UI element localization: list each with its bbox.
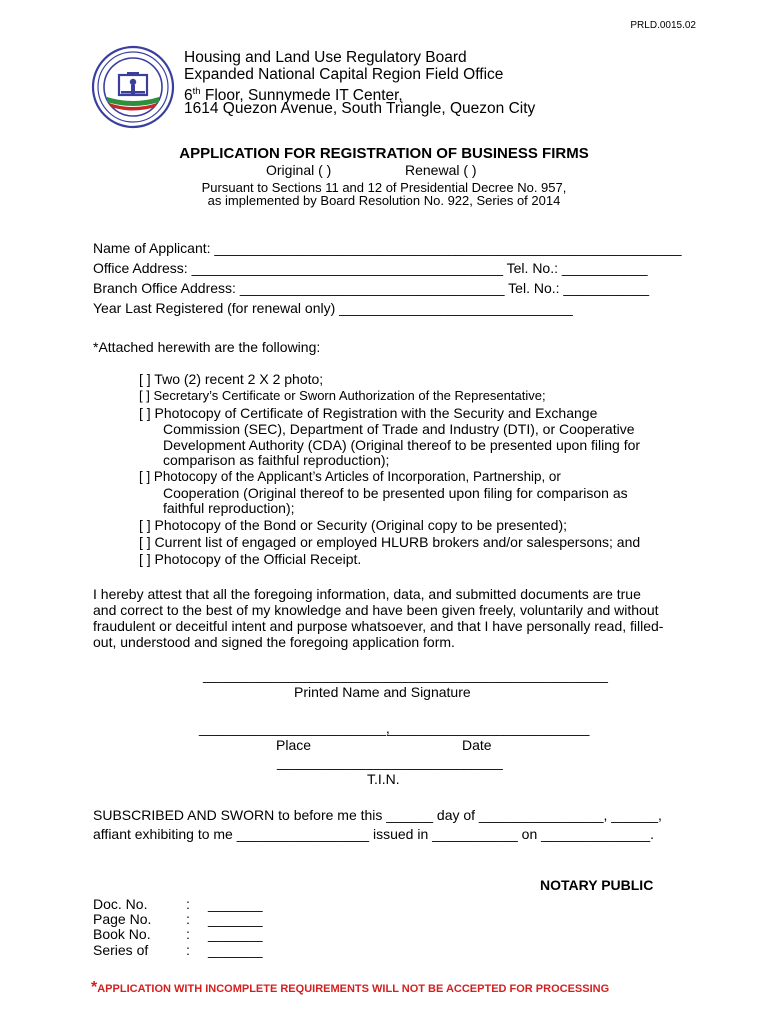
register-colon: : — [186, 926, 190, 942]
applicant-name-field: Name of Applicant: ____________________________________________________________ — [93, 240, 682, 256]
legal-basis-line-2: as implemented by Board Resolution No. 922, Series of 2014 — [207, 193, 561, 208]
field-office-name: Expanded National Capital Region Field Office — [184, 66, 504, 83]
year-registered-field: Year Last Registered (for renewal only) ______________________________ — [93, 300, 573, 316]
book-no-blank: _______ — [208, 926, 263, 942]
checklist-item: [ ] Photocopy of the Applicant’s Articles of Incorporation, Partnership, or — [139, 469, 561, 484]
page-no-label: Page No. — [93, 911, 152, 927]
checklist-item-continued: Commission (SEC), Department of Trade and Industry (DTI), or Cooperative — [163, 421, 635, 437]
attestation-line: out, understood and signed the foregoing application form. — [93, 634, 455, 650]
date-line: __________________________ — [387, 720, 590, 736]
checklist-item-continued: faithful reproduction); — [163, 500, 295, 516]
checklist-item: [ ] Current list of engaged or employed HLURB brokers and/or salespersons; and — [139, 534, 641, 550]
incomplete-requirements-notice — [91, 979, 609, 997]
attestation-line: and correct to the best of my knowledge and have been given freely, voluntarily and without — [93, 602, 659, 618]
attestation-line: I hereby attest that all the foregoing information, data, and submitted documents are true — [93, 586, 641, 602]
legal-basis-line-1: Pursuant to Sections 11 and 12 of Presidential Decree No. 957, — [201, 180, 567, 195]
checklist-item-continued: Cooperation (Original thereof to be presented upon filing for comparison as — [163, 485, 628, 501]
doc-no-blank: _______ — [208, 896, 263, 912]
agency-name: Housing and Land Use Regulatory Board — [184, 49, 467, 66]
checklist-item: [ ] Photocopy of the Bond or Security (Original copy to be presented); — [139, 517, 568, 533]
notary-public-label: NOTARY PUBLIC — [540, 877, 654, 893]
signature-line: ____________________________________________________ — [203, 667, 608, 683]
office-address-field: Office Address: ________________________________________ Tel. No.: ___________ — [93, 260, 648, 276]
sworn-statement-line: affiant exhibiting to me _________________ issued in ___________ on ______________. — [93, 826, 655, 842]
doc-no-label: Doc. No. — [93, 896, 148, 912]
attestation-line: fraudulent or deceitful intent and purpose whatsoever, and that I have personally read, filled- — [93, 618, 664, 634]
checklist-item: [ ] Secretary’s Certificate or Sworn Authorization of the Representative; — [139, 388, 546, 403]
register-colon: : — [186, 942, 190, 958]
register-colon: : — [186, 896, 190, 912]
form-code: PRLD.0015.02 — [630, 20, 696, 31]
footer-text: APPLICATION WITH INCOMPLETE REQUIREMENTS WILL NOT BE ACCEPTED FOR PROCESSING — [97, 983, 610, 995]
place-line: ________________________, — [199, 720, 390, 736]
form-title: APPLICATION FOR REGISTRATION OF BUSINESS FIRMS — [179, 145, 589, 162]
checklist-item-continued: comparison as faithful reproduction); — [163, 452, 390, 468]
date-label: Date — [462, 737, 492, 753]
tin-line: _____________________________ — [277, 754, 503, 770]
checklist-item: [ ] Photocopy of Certificate of Registration with the Security and Exchange — [139, 405, 598, 421]
office-street: 1614 Quezon Avenue, South Triangle, Quezon City — [184, 100, 536, 117]
signature-label: Printed Name and Signature — [294, 684, 471, 700]
office-floor: 6th Floor, Sunnymede IT Center, — [184, 86, 403, 104]
register-colon: : — [186, 911, 190, 927]
branch-address-field: Branch Office Address: __________________________________ Tel. No.: ___________ — [93, 280, 650, 296]
original-option: Original ( ) — [266, 162, 332, 178]
checklist-item: [ ] Two (2) recent 2 X 2 photo; — [139, 371, 324, 387]
hlurb-seal-icon — [91, 45, 175, 129]
place-label: Place — [276, 737, 312, 753]
page-no-blank: _______ — [208, 911, 263, 927]
renewal-option: Renewal ( ) — [405, 162, 477, 178]
checklist-item: [ ] Photocopy of the Official Receipt. — [139, 551, 362, 567]
footer-asterisk: * — [91, 979, 98, 996]
sworn-statement-line: SUBSCRIBED AND SWORN to before me this ______ day of ________________, ______, — [93, 807, 662, 823]
series-of-blank: _______ — [208, 942, 263, 958]
checklist-item-continued: Development Authority (CDA) (Original thereof to be presented upon filing for — [163, 437, 641, 453]
tin-label: T.I.N. — [367, 771, 400, 787]
book-no-label: Book No. — [93, 926, 151, 942]
series-of-label: Series of — [93, 942, 149, 958]
attachments-heading: *Attached herewith are the following: — [93, 339, 321, 355]
